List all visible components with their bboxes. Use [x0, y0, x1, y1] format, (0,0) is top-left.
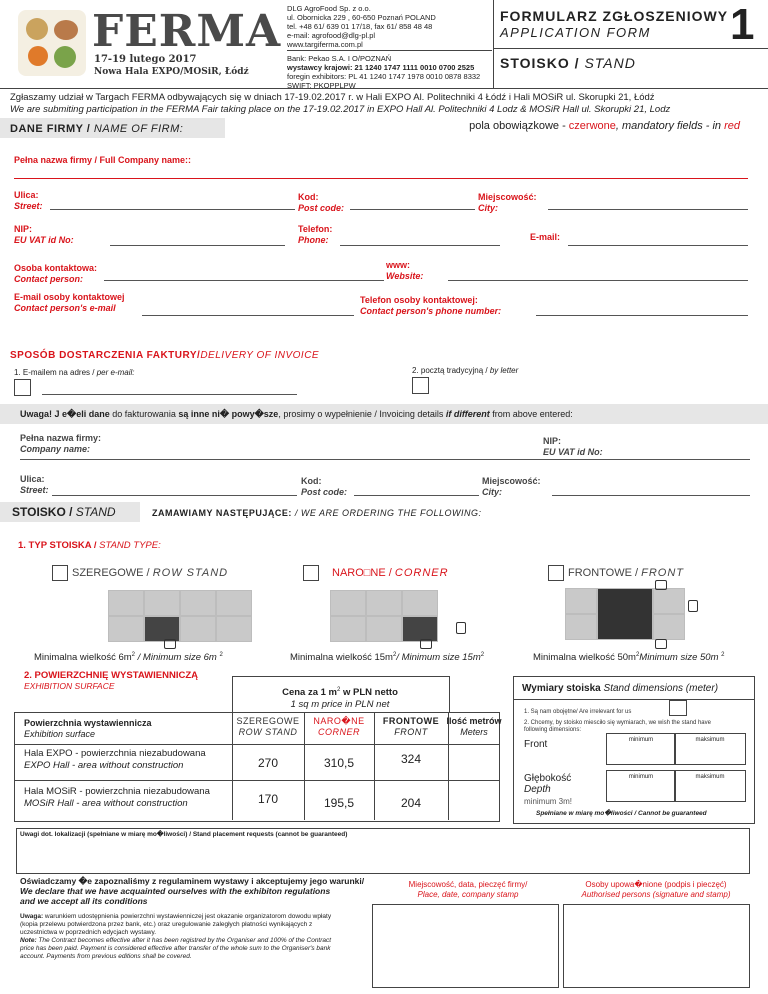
- postcode-field[interactable]: [350, 209, 475, 210]
- invoice-nip-label: NIP: EU VAT id No:: [543, 436, 603, 457]
- front-stand-checkbox[interactable]: [548, 565, 564, 581]
- delivery-email-checkbox[interactable]: [14, 379, 31, 396]
- street-field[interactable]: [50, 209, 295, 210]
- stand-title: STOISKO / STAND: [500, 55, 636, 71]
- company-header: DANE FIRMY / NAME OF FIRM:: [10, 123, 184, 135]
- email-field[interactable]: [568, 245, 748, 246]
- mosir-corner-price: 195,5: [323, 796, 355, 810]
- phone-field[interactable]: [340, 245, 500, 246]
- organizer-contact: DLG AgroFood Sp. z o.o. ul. Obornicka 229 , 60-650 Poznań POLAND tel. +48 61/ 639 01 17/18, fax 61/ 858 48 48 e-mail: agrofood@dlg-pl.pl www.targiferma.com.pl: [287, 4, 436, 49]
- expo-qty-field[interactable]: [448, 744, 498, 780]
- corner-stand-checkbox[interactable]: [303, 565, 319, 581]
- col-surface: Powierzchnia wystawiennicza Exhibition surface: [24, 718, 152, 739]
- email-label: E-mail:: [530, 232, 561, 242]
- declaration: Oświadczamy �e zapoznaliśmy z regulaminem wystawy i akceptujemy jego warunki/ We declare that we have acquainted ourselves with the exhibiton regulations and we accept all its conditions: [20, 876, 365, 906]
- logo-date: 17-19 lutego 2017: [94, 54, 197, 65]
- invoice-city-field[interactable]: [552, 495, 750, 496]
- row-stand-label: SZEREGOWE / ROW STAND: [72, 567, 229, 579]
- front-stand-diagram: [565, 588, 715, 644]
- corner-stand-diagram: [330, 590, 480, 646]
- front-aisle-icon-side: [688, 600, 698, 612]
- ferma-logo: [14, 6, 282, 82]
- contact-email-field[interactable]: [142, 315, 354, 316]
- delivery-letter-checkbox[interactable]: [412, 377, 429, 394]
- placement-field[interactable]: [16, 828, 750, 874]
- payment-note: Uwaga: warunkiem udostępnienia powierzchni wystawienniczej jest okazanie organizatorom dowodu wpłaty (kopia przelewu potwierdzona przez bank, etc.) oraz uregulowanie zaległych płatności wynikających z uczestnictwa w poprzednich edycjach wystawy. Note: The Contract becomes effective after it has been registred by the Organiser and 100% of the Contract price has been paid. Payment is considered effective after transfer of the whole sum to the Organiser's bank account. Payments from previous editions shall be covered.: [20, 913, 332, 960]
- price-header: Cena za 1 $m^2$ w PLN netto 1 sq m price in PLN net: [282, 687, 398, 711]
- row-stand-checkbox[interactable]: [52, 565, 68, 581]
- stand-header: STOISKO / STAND: [12, 505, 116, 519]
- col-qty: Ilość metrów Meters: [446, 716, 502, 737]
- invoice-postcode-field[interactable]: [354, 495, 479, 496]
- invoice-name-label: Pełna nazwa firmy: Company name:: [20, 433, 102, 454]
- delivery-email-field[interactable]: [42, 394, 297, 395]
- placement-label: Uwagi dot. lokalizacji (spełniane w miarę mo�liwości) / Stand placement requests (cannot be guaranteed): [20, 831, 348, 838]
- full-name-label: Pełna nazwa firmy / Full Company name::: [14, 155, 192, 165]
- contact-field[interactable]: [104, 280, 384, 281]
- city-field[interactable]: [548, 209, 748, 210]
- corner-aisle-icon: [420, 639, 432, 649]
- company-stamp-field[interactable]: [372, 904, 559, 988]
- price-table: [14, 676, 500, 822]
- www-label: www: Website:: [386, 260, 424, 281]
- organizer-bank: Bank: Pekao S.A. I O/POZNAŃ wystawcy krajowi: 21 1240 1747 1111 0010 0700 2525 foregin exhibitors: PL 41 1240 1747 1978 0010 0878 8332 SWIFT: PKOPPLPW: [287, 54, 481, 90]
- row-min-size: Minimalna wielkość $6m^2$ / Minimum size 6m $^2$: [34, 652, 223, 664]
- corner-stand-label: NARO□NE / CORNER: [332, 567, 449, 579]
- dimensions-note1: 1. Są nam obojętne/ Are irrelevant for us: [524, 709, 632, 715]
- col-corner: NARO�NE CORNER: [313, 716, 365, 737]
- surface-header: 2. POWIERZCHNIĘ WYSTAWIENNICZĄ EXHIBITION SURFACE: [24, 670, 198, 691]
- invoice-street-field[interactable]: [52, 495, 297, 496]
- signature-field[interactable]: [563, 904, 750, 988]
- guarantee-note: Spełniane w miarę mo�liwości / Cannot be guaranteed: [536, 810, 707, 817]
- front-aisle-icon: [655, 639, 667, 649]
- expo-corner-price: 310,5: [323, 756, 355, 770]
- stand-type-header: 1. TYP STOISKA / STAND TYPE:: [18, 540, 161, 551]
- postcode-label: Kod: Post code:: [298, 192, 345, 213]
- col-front: FRONTOWE FRONT: [382, 716, 440, 737]
- form-number: 1: [730, 0, 755, 49]
- invoice-city-label: Miejscowość: City:: [482, 476, 541, 497]
- mosir-front-price: 204: [400, 796, 422, 810]
- mosir-qty-field[interactable]: [448, 780, 498, 820]
- dimensions-note2: 2. Chcemy, by stoisko miesciło się wymiarach, we wish the stand have following dimensions:: [524, 720, 711, 733]
- contact-email-label: E-mail osoby kontaktowej Contact person's e-mail: [14, 292, 125, 313]
- street-label: Ulica: Street:: [14, 190, 43, 211]
- delivery-option-letter-label: 2. pocztą tradycyjną / by letter: [412, 366, 519, 375]
- mosir-row-price: 170: [257, 792, 279, 806]
- front-maximum[interactable]: maksimum: [674, 733, 746, 765]
- contact-phone-field[interactable]: [536, 315, 748, 316]
- form-title: FORMULARZ ZGŁOSZENIOWY APPLICATION FORM: [500, 8, 729, 40]
- authorised-label: Osoby upowa�nione (podpis i pieczęć) Authorised persons (signature and stamp): [581, 880, 731, 899]
- corner-min-size: Minimalna wielkość $15m^2/$ Minimum size $15m^2$: [290, 652, 485, 664]
- contact-label: Osoba kontaktowa: Contact person:: [14, 263, 98, 284]
- www-field[interactable]: [448, 280, 748, 281]
- row-aisle-icon: [164, 639, 176, 649]
- delivery-option-email-label: 1. E-mailem na adres / per e-mail:: [14, 368, 135, 377]
- place-date-label: Miejscowość, data, pieczęć firmy/ Place, date, company stamp: [408, 880, 528, 899]
- front-stand-label: FRONTOWE / FRONT: [568, 567, 685, 579]
- logo-venue: Nowa Hala EXPO/MOSiR, Łódź: [94, 67, 249, 77]
- invoice-name-field[interactable]: [20, 459, 750, 460]
- invoice-note: Uwaga! J e�eli dane do fakturowania są inne ni� powy�sze, prosimy o wypełnienie / Invoicing details if different from above entered:: [20, 409, 573, 419]
- phone-label: Telefon: Phone:: [298, 224, 333, 245]
- expo-row-label: Hala EXPO - powierzchnia niezabudowana EXPO Hall - area without construction: [24, 748, 206, 771]
- dimensions-irrelevant-checkbox[interactable]: [669, 700, 687, 716]
- expo-row-price: 270: [257, 756, 279, 770]
- order-header: ZAMAWIAMY NASTĘPUJĄCE: / WE ARE ORDERING THE FOLLOWING:: [152, 508, 482, 518]
- row-stand-diagram: [108, 590, 258, 646]
- dimensions-header: Wymiary stoiska Stand dimensions (meter): [522, 683, 719, 694]
- logo-badge: [18, 10, 86, 76]
- depth-maximum[interactable]: maksimum: [674, 770, 746, 802]
- corner-aisle-icon-side: [456, 622, 466, 634]
- full-name-field[interactable]: [14, 178, 748, 179]
- front-label: Front: [524, 739, 548, 750]
- delivery-header: SPOSÓB DOSTARCZENIA FAKTURY/DELIVERY OF INVOICE: [10, 350, 320, 361]
- invoice-postcode-label: Kod: Post code:: [301, 476, 348, 497]
- front-min-size: Minimalna wielkość $50m^2Minimum$ size 50m $^2$: [533, 652, 725, 664]
- intro-text: Zgłaszamy udział w Targach FERMA odbywających się w dniach 17-19.02.2017 r. w Hali EXPO Al. Politechniki 4 Łódź i Hali MOSiR ul. Skorupki 21, Łódź We are submiting participation in the FERMA Fair taking place on the 17-19.02.2017 in EXPO Hall Al. Politechniki 4 Lodz & MOSiR Hall ul. Skorupki 21, Lodz: [10, 92, 671, 115]
- logo-wordmark: FERMA: [92, 6, 282, 57]
- expo-front-price: 324: [400, 752, 422, 766]
- nip-label: NIP: EU VAT id No:: [14, 224, 74, 245]
- depth-minimum[interactable]: minimum: [606, 770, 676, 802]
- mosir-row-label: Hala MOSiR - powierzchnia niezabudowana MOSiR Hall - area without construction: [24, 786, 210, 809]
- city-label: Miejscowość: City:: [478, 192, 537, 213]
- front-minimum[interactable]: minimum: [606, 733, 676, 765]
- nip-field[interactable]: [110, 245, 285, 246]
- depth-label: Głębokość Depth minimum 3m!: [524, 773, 573, 806]
- front-aisle-icon-top: [655, 580, 667, 590]
- col-row: SZEREGOWE ROW STAND: [236, 716, 300, 737]
- contact-phone-label: Telefon osoby kontaktowej: Contact person's phone number:: [360, 295, 502, 316]
- mandatory-note: pola obowiązkowe - czerwone, mandatory fields - in red: [469, 120, 740, 132]
- invoice-street-label: Ulica: Street:: [20, 474, 49, 495]
- dimensions-panel: [513, 676, 755, 824]
